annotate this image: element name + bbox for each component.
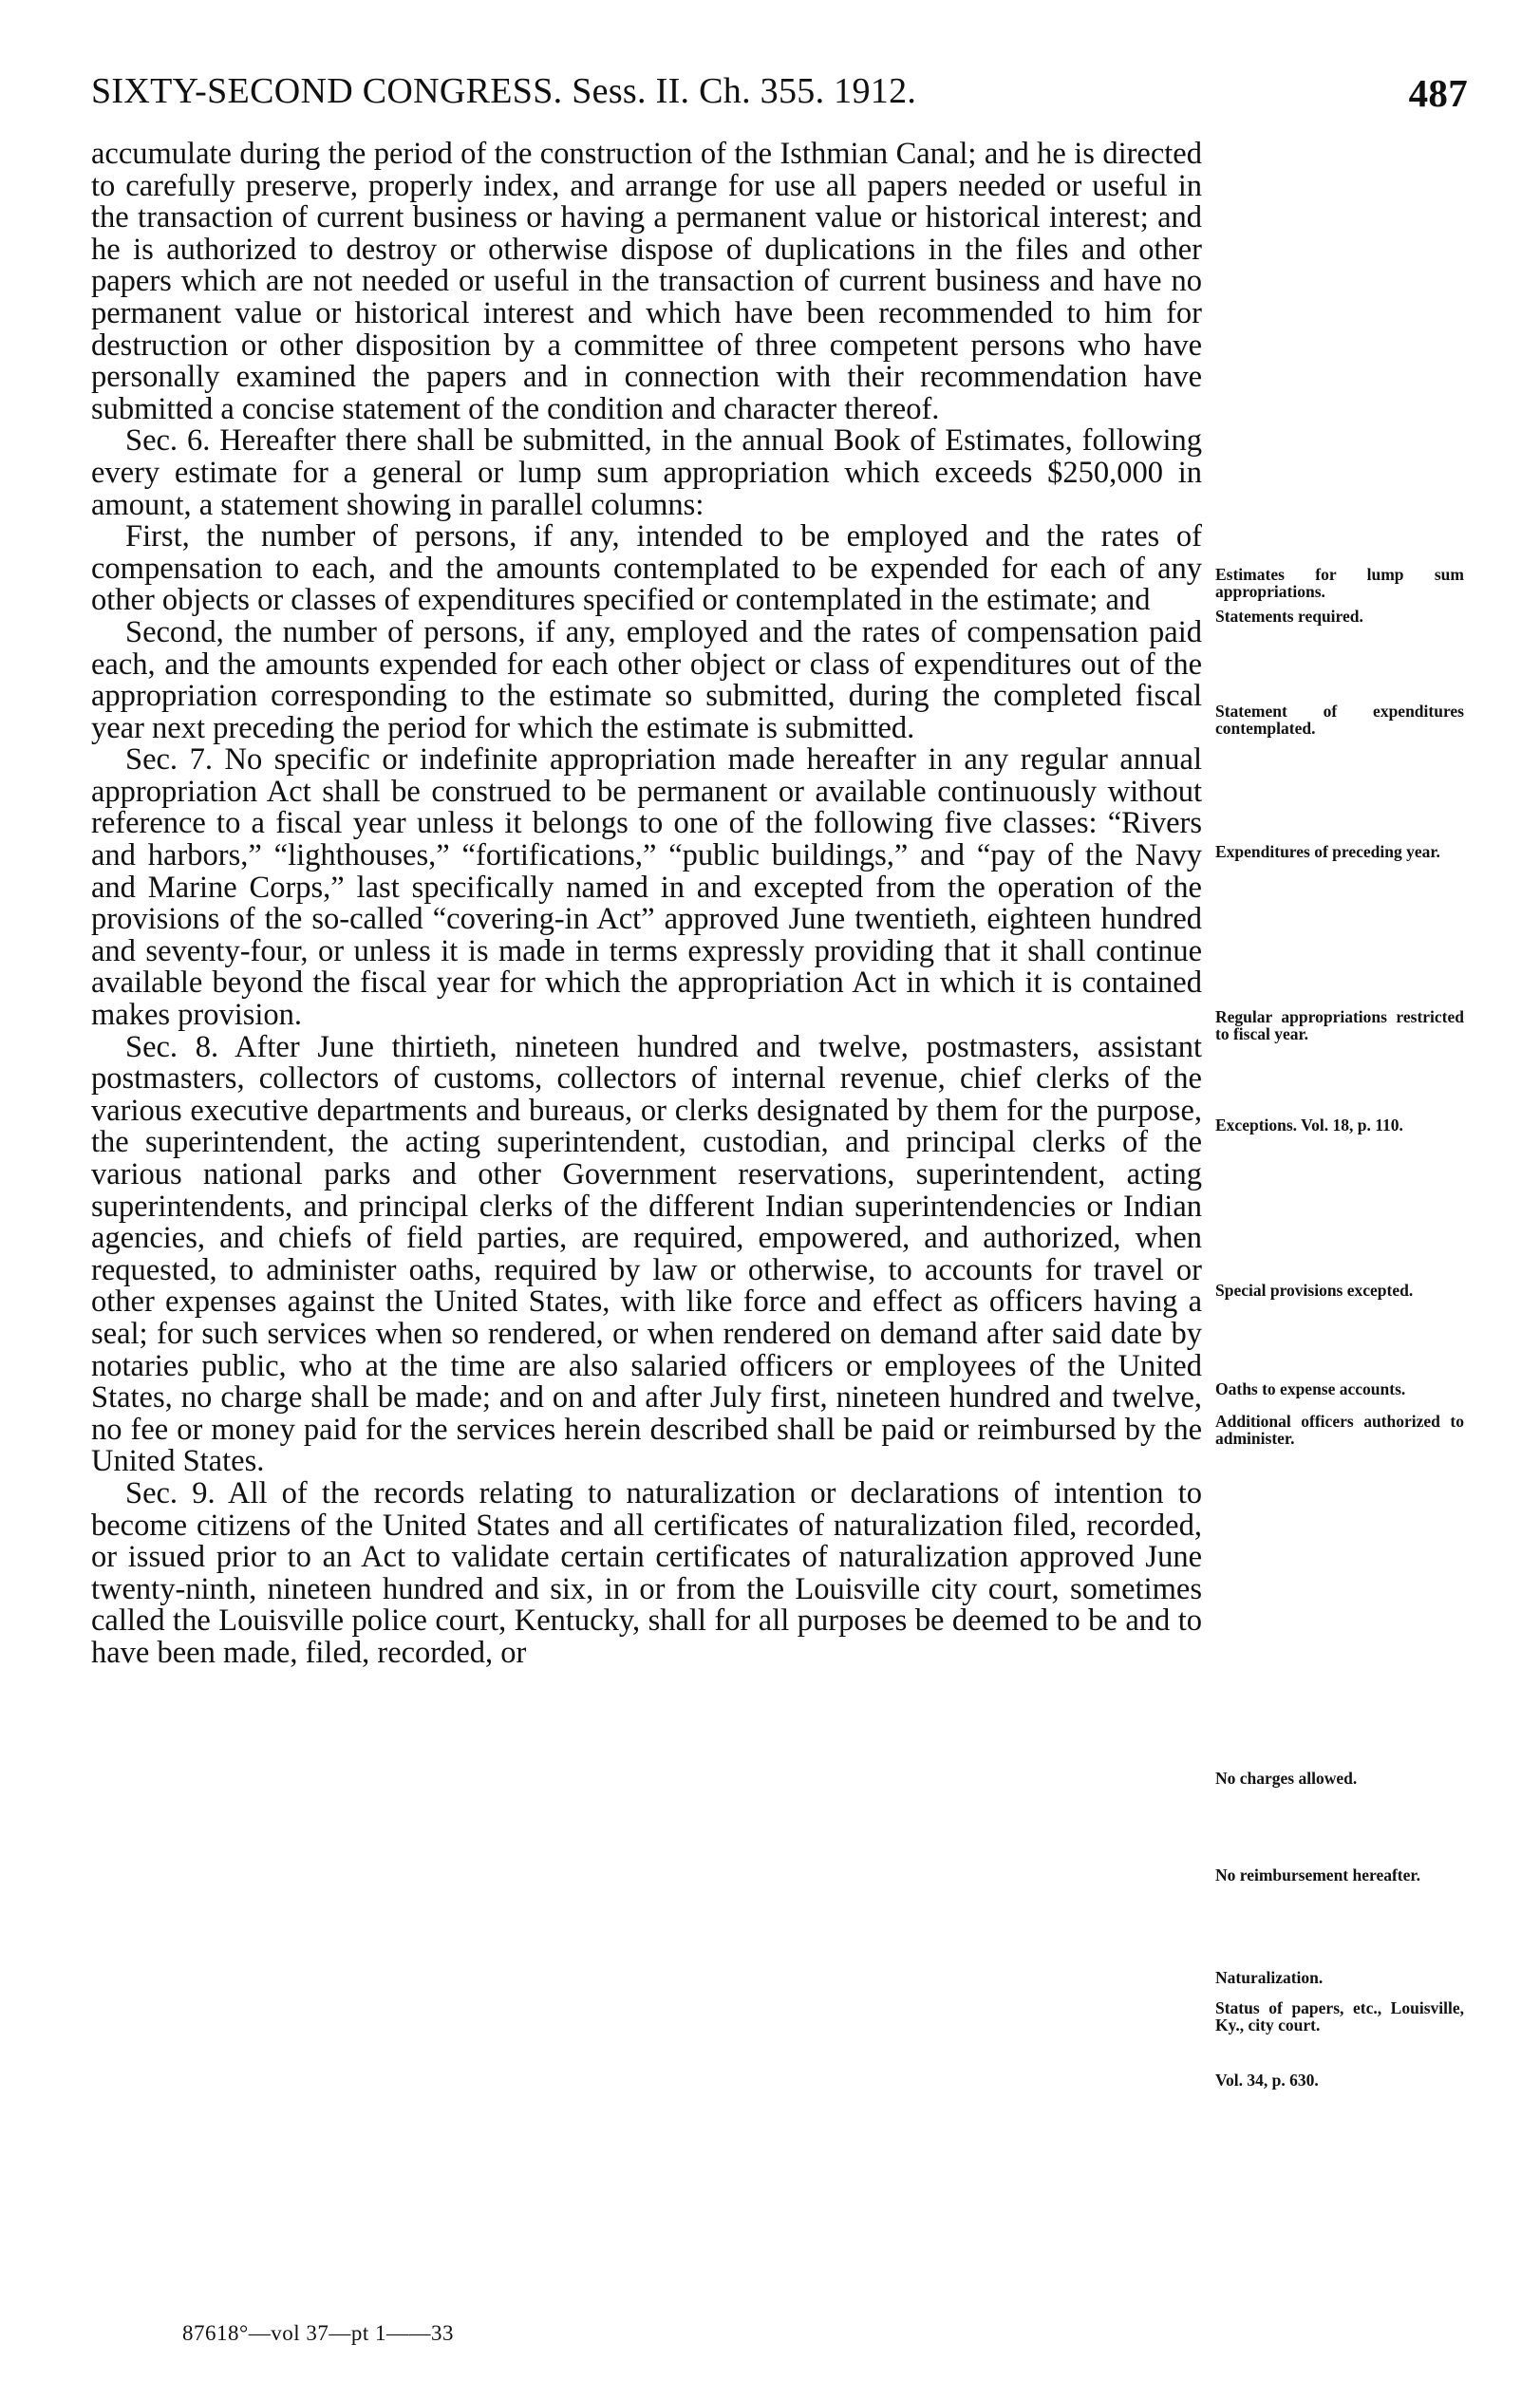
margin-note: No reimbursement hereafter.	[1215, 1866, 1420, 1884]
margin-note: Oaths to expense accounts.	[1215, 1379, 1406, 1398]
paragraph-sec-7: Sec. 7. No specific or indefinite appropriation made hereafter in any regular annual appropriation Act shall be construed to be permanent or available continuously without reference to a fiscal year unless it belongs to one of the following five classes: “Rivers and harbors,” “lighthouses,” “fortifications,” “public buildings,” and “pay of the Navy and Marine Corps,” last specifically named in and excepted from the operation of the provisions of the so-called “covering-in Act” approved June twentieth, eighteen hundred and seventy-four, or unless it is made in terms expressly providing that it shall continue available beyond the fiscal year for which the appropriation Act in which it is contained makes provision.	[91, 742, 1202, 1033]
paragraph-sec-6: Sec. 6. Hereafter there shall be submitted, in the annual Book of Estimates, following every estimate for a general or lump sum appropriation which exceeds $250,000 in amount, a statement showing in parallel columns:	[91, 423, 1202, 522]
margin-note: Regular appropriations restricted to fiscal year.	[1215, 1007, 1464, 1043]
margin-note: Exceptions. Vol. 18, p. 110.	[1215, 1116, 1403, 1134]
margin-note: No charges allowed.	[1215, 1769, 1358, 1788]
margin-note: Naturalization.	[1215, 1968, 1324, 1987]
body-text	[91, 139, 1202, 1670]
paragraph-second: Second, the number of persons, if any, employed and the rates of compensation paid each, and the amounts expended for each other object or class of expenditures out of the appropriation corresponding to the estimate so submitted, during the completed fiscal year next preceding the period for which the estimate is submitted.	[91, 614, 1202, 745]
paragraph-continuation: accumulate during the period of the construction of the Isthmian Canal; and he is directed to carefully preserve, properly index, and arrange for use all papers needed or useful in the transaction of current business or having a permanent value or historical interest; and he is authorized to destroy or otherwise dispose of duplications in the files and other papers which are not needed or useful in the transaction of current business and have no permanent value or historical interest and which have been recommended to him for destruction or other disposition by a committee of three competent persons who have personally examined the papers and in connection with their recommendation have submitted a concise statement of the condition and character thereof.	[91, 137, 1202, 426]
paragraph-sec-9: Sec. 9. All of the records relating to naturalization or declarations of intention to become citizens of the United States and all certificates of naturalization filed, recorded, or issued prior to an Act to validate certain certificates of naturalization approved June twenty-ninth, nineteen hundred and six, in or from the Louisville city court, sometimes called the Louisville police court, Kentucky, shall for all purposes be deemed to be and to have been made, filed, recorded, or	[91, 1475, 1202, 1670]
margin-note: Special provisions excepted.	[1215, 1281, 1414, 1300]
margin-note: Estimates for lump sum appropriations.	[1215, 565, 1464, 601]
page-number: 487	[1408, 71, 1468, 115]
margin-note: Additional officers authorized to administer.	[1215, 1412, 1464, 1448]
paragraph-first: First, the number of persons, if any, intended to be employed and the rates of compensation to each, and the amounts contemplated to be expended for each of any other objects or classes of expenditures specified or contemplated in the estimate; and	[91, 519, 1202, 618]
paragraph-sec-8: Sec. 8. After June thirtieth, nineteen hundred and twelve, postmasters, assistant postmasters, collectors of customs, collectors of internal revenue, chief clerks of the various executive departments and bureaus, or clerks designated by them for the purpose, the superintendent, the acting superintendent, custodian, and principal clerks of the various national parks and other Government reservations, superintendent, acting superintendents, and principal clerks of the different Indian superintendencies or Indian agencies, and chiefs of field parties, are required, empowered, and authorized, when requested, to administer oaths, required by law or otherwise, to accounts for travel or other expenses against the United States, with like force and effect as officers having a seal; for such services when so rendered, or when rendered on demand after said date by notaries public, who at the time are also salaried officers or employees of the United States, no charge shall be made; and on and after July first, nineteen hundred and twelve, no fee or money paid for the services herein described shall be paid or reimbursed by the United States.	[91, 1029, 1202, 1479]
margin-note: Status of papers, etc., Louisville, Ky., city court.	[1215, 1998, 1464, 2034]
margin-note: Statements required.	[1215, 607, 1363, 626]
margin-note: Vol. 34, p. 630.	[1215, 2071, 1319, 2090]
margin-note: Statement of expenditures contemplated.	[1215, 702, 1464, 738]
margin-note: Expenditures of preceding year.	[1215, 842, 1440, 861]
printer-signature: 87618°—vol 37—pt 1——33	[182, 2321, 454, 2345]
running-title: SIXTY-SECOND CONGRESS. Sess. II. Ch. 355. 1912.	[91, 71, 917, 111]
margin-notes	[1215, 0, 1464, 2400]
